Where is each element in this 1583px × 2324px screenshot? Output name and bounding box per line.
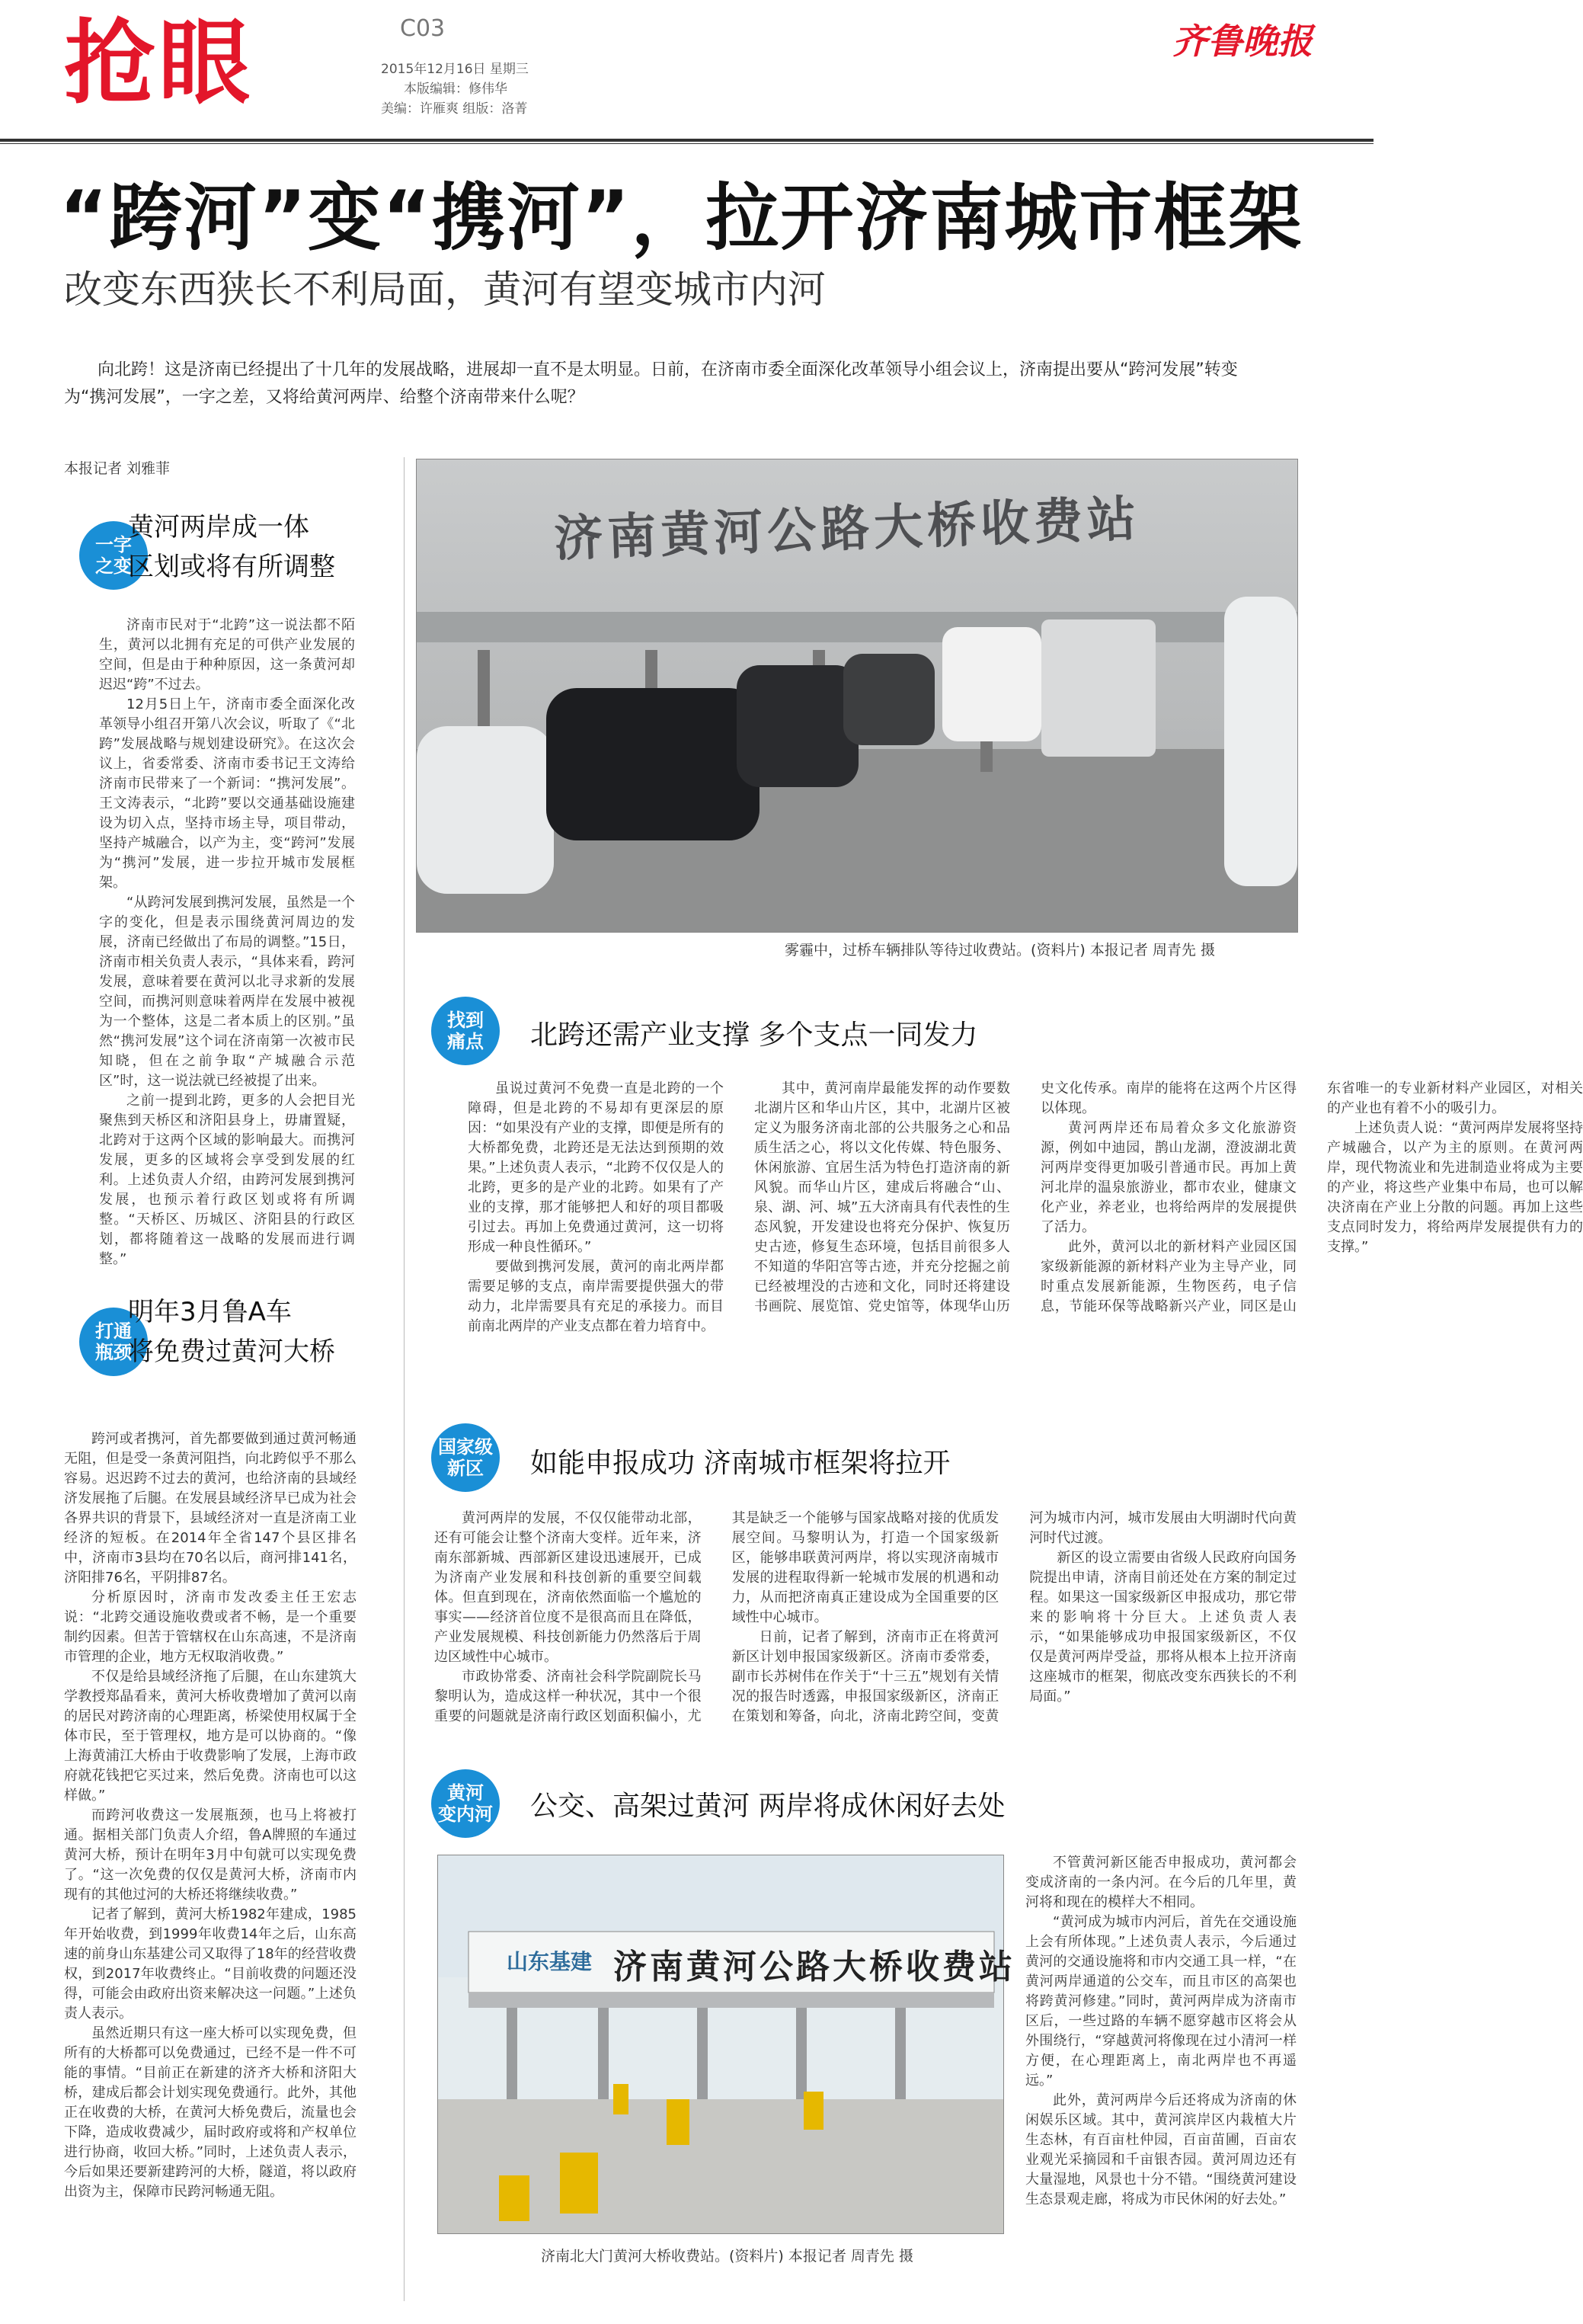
byline: 本报记者 刘雅菲 [64, 460, 171, 477]
paragraph: 济南市民对于“北跨”这一说法都不陌生，黄河以北拥有充足的可供产业发展的空间，但是由于种种原因，这一条黄河却迟迟“跨”不过去。 [99, 617, 355, 693]
paragraph: 不仅是给县域经济拖了后腿，在山东建筑大学教授郑晶看来，黄河大桥收费增加了黄河以南的居民对跨济南的心理距离，桥梁使用权属于全体市民，至于管理权，地方是可以协商的。“像上海黄浦江大桥由于收费影响了发展，上海市政府就花钱把它买过来，然后免费。济南也可以这样做。” [64, 1669, 357, 1804]
bottom-photo-caption: 济南北大门黄河大桥收费站。(资料片) 本报记者 周青先 摄 [541, 2248, 913, 2265]
top-photo [416, 459, 1298, 933]
section-badge-text: 一字 之变 [95, 534, 132, 577]
editor-line: 本版编辑：修伟华 [404, 82, 507, 97]
paragraph: 黄河两岸的发展，不仅仅能带动北部，还有可能会让整个济南大变样。近年来，济南东部新城、西部新区建设迅速展开，已成为济南产业发展和科技创新的重要空间载体。但直到现在，济南依然面临一个尴尬的事实——经济首位度不是很高而且在降低，产业发展规模、科技创新能力仍然落后于周边区域性中心城市。 [434, 1510, 702, 1665]
section-title [128, 1292, 335, 1372]
section-body [64, 1429, 357, 2295]
section-badge-text: 打通 瓶颈 [95, 1320, 132, 1363]
paragraph: 跨河或者携河，首先都要做到通过黄河畅通无阻，但是受一条黄河阻挡，向北跨似乎不那么容易。迟迟跨不过去的黄河，也给济南的县域经济发展拖了后腿。在发展县域经济早已成为社会各界共识的背景下，县域经济对一直是济南工业经济的短板。在2014年全省147个县区排名中，济南市3县均在70名以后，商河排141名，济阳排76名，平阴排87名。 [64, 1431, 357, 1586]
paragraph: 此外，黄河以北的新材料产业园区国家级新能源的新材料产业为主导产业，同时重点发展新能源，生物医药，电子信息，节能环保等战略新兴产业，同区是山东省唯一的专业新材料产业园区，对相关的产业也有着不小的吸引力。 [1041, 1080, 1583, 1314]
section-badge-text: 黄河 变内河 [438, 1782, 493, 1825]
brand-name: 齐鲁晚报 [1172, 21, 1313, 62]
section-body [99, 616, 355, 1279]
subheadline: 改变东西狭长不利局面，黄河有望变城市内河 [64, 267, 826, 312]
publication-meta [381, 59, 529, 119]
section-body [1025, 1853, 1297, 2295]
section-title [128, 507, 335, 587]
masthead-rule [0, 139, 1374, 142]
paragraph: 12月5日上午，济南市委全面深化改革领导小组召开第八次会议，听取了《“北跨”发展战略与规划建设研究》。在这次会议上，省委常委、济南市委书记王文涛给济南市民带来了一个新词：“携河发展”。王文涛表示，“北跨”要以交通基础设施建设为切入点，坚持市场主导，项目带动，坚持产城融合，以产为主，变“跨河”发展为“携河”发展，进一步拉开城市发展框架。 [99, 696, 355, 891]
paragraph: 要做到携河发展，黄河的南北两岸都需要足够的支点，南岸需要提供强大的带动力，北岸需要具有充足的承接力。而目前南北两岸的产业支点都在着力培育中。 [468, 1259, 724, 1334]
brand-logo [1172, 14, 1313, 64]
top-photo-sign: 济南黄河公路大桥收费站 [553, 491, 1142, 568]
section-body [468, 1079, 1583, 1338]
page-number: C03 [400, 15, 446, 42]
section-badge-text: 找到 痛点 [447, 1010, 484, 1052]
bottom-photo-sign: 济南黄河公路大桥收费站 [613, 1948, 1015, 1986]
section-body [434, 1509, 1297, 1757]
paragraph: 而跨河收费这一发展瓶颈，也马上将被打通。据相关部门负责人介绍，鲁A牌照的车通过黄河大桥，预计在明年3月中旬就可以实现免费了。“这一次免费的仅仅是黄河大桥，济南市内现有的其他过河的大桥还将继续收费。” [64, 1807, 357, 1903]
section-title-line2: 区划或将有所调整 [128, 552, 335, 582]
section-badge [431, 1769, 500, 1838]
section-title: 北跨还需产业支撑 多个支点一同发力 [530, 1020, 978, 1051]
date-line: 2015年12月16日 星期三 [381, 62, 529, 77]
section-title-line2: 将免费过黄河大桥 [128, 1336, 335, 1367]
toll-station-clear-image [438, 1855, 1003, 2233]
paragraph: 分析原因时，济南市发改委主任王宏志说：“北跨交通设施收费或者不畅，是一个重要制约因素。但苦于管辖权在山东高速，不是济南市管理的企业，地方无权取消收费。” [64, 1589, 357, 1665]
paragraph: 虽说过黄河不免费一直是北跨的一个障碍，但是北跨的不易却有更深层的原因：“如果没有产业的支撑，即便是所有的大桥都免费，北跨还是无法达到预期的效果。”上述负责人表示，“北跨不仅仅是人的北跨，更多的是产业的北跨。如果有了产业的支撑，那才能够把人和好的项目都吸引过去。再加上免费通过黄河，这一切将形成一种良性循环。” [468, 1080, 724, 1255]
paragraph: 黄河两岸还布局着众多文化旅游资源，例如中迪园，鹊山龙湖，澄波湖北黄河两岸变得更加吸引普通市民。再加上黄河北岸的温泉旅游业，都市农业，健康文化产业，养老业，也将给两岸的发展提供了活力。 [1041, 1120, 1297, 1235]
paragraph: 市政协常委、济南社会科学院副院长马黎明认为，造成这样一种状况，其中一个很重要的问题就是济南行政区划面积偏小，尤其是缺乏一个能够与国家战略对接的优质发展空间。马黎明认为，打造一个国家级新区，能够串联黄河两岸，将以实现济南城市发展的进程取得新一轮城市发展的机遇和动力，从而把济南真正建设成为全国重要的区域性中心城市。 [434, 1510, 999, 1724]
paragraph: 记者了解到，黄河大桥1982年建成，1985年开始收费，到1999年收费14年之后，山东高速的前身山东基建公司又取得了18年的经营收费权，到2017年收费终止。“目前收费的问题还没得，可能会由政府出资来解决这一问题。”上述负责人表示。 [64, 1906, 357, 2021]
paragraph: 此外，黄河两岸今后还将成为济南的休闲娱乐区域。其中，黄河滨岸区内栽植大片生态林，有百亩杜仲园，百亩苗圃，百亩农业观光采摘园和千亩银杏园。黄河周边还有大量湿地，风景也十分不错。“围绕黄河建设生态景观走廊，将成为市民休闲的好去处。” [1025, 2092, 1297, 2207]
section-badge [431, 1423, 500, 1492]
section-badge-text: 国家级 新区 [438, 1436, 493, 1479]
paragraph: 新区的设立需要由省级人民政府向国务院提出申请，济南目前还处在方案的制定过程。如果这一国家级新区申报成功，那它带来的影响将十分巨大。上述负责人表示，“如果能够成功申报国家级新区，不仅仅是黄河两岸受益，那将从根本上拉开济南这座城市的框架，彻底改变东西狭长的不利局面。” [1029, 1550, 1297, 1705]
section-badge [431, 997, 500, 1065]
bottom-photo-sign-brand: 山东基建 [507, 1949, 593, 1974]
section-title: 如能申报成功 济南城市框架将拉开 [530, 1448, 951, 1479]
design-line: 美编：许雁爽 组版：洛菁 [381, 101, 528, 117]
bottom-photo [437, 1855, 1015, 2234]
masthead-rule-thin [0, 143, 1374, 144]
paragraph: “黄河成为城市内河后，首先在交通设施上会有所体现。”上述负责人表示，今后通过黄河的交通设施将和市内交通工具一样，“在黄河两岸通道的公交车，而且市区的高架也将跨黄河修建。”同时，黄河两岸成为济南市区后，一些过路的车辆不愿穿越市区将会从外围绕行，“穿越黄河将像现在过小清河一样方便，在心理距离上，南北两岸也不再遥远。” [1025, 1914, 1297, 2089]
headline: “跨河”变“携河”，拉开济南城市框架 [59, 175, 1303, 261]
paragraph: 之前一提到北跨，更多的人会把目光聚焦到天桥区和济阳县身上，毋庸置疑，北跨对于这两个区域的影响最大。而携河发展，更多的区域将会享受到发展的红利。上述负责人介绍，由跨河发展到携河发展，也预示着行政区划或将有所调整。“天桥区、历城区、济阳县的行政区划，都将随着这一战略的发展而进行调整。” [99, 1093, 355, 1267]
column-divider [404, 457, 405, 2301]
section-name: 抢眼 [64, 11, 253, 117]
paragraph: 不管黄河新区能否申报成功，黄河都会变成济南的一条内河。在今后的几年里，黄河将和现在的模样大不相同。 [1025, 1855, 1297, 1910]
paragraph: “从跨河发展到携河发展，虽然是一个字的变化，但是表示围绕黄河周边的发展，济南已经做出了布局的调整。”15日，济南市相关负责人表示，“具体来看，跨河发展，意味着要在黄河以北寻求新的发展空间，而携河则意味着两岸在发展中被视为一个整体，这是二者本质上的区别。”虽然“携河发展”这个词在济南第一次被市民知晓，但在之前争取“产城融合示范区”时，这一说法就已经被提了出来。 [99, 895, 355, 1089]
lead-paragraph: 向北跨！这是济南已经提出了十几年的发展战略，进展却一直不是太明显。日前，在济南市委全面深化改革领导小组会议上，济南提出要从“跨河发展”转变为“携河发展”，一字之差，又将给黄河两岸、给整个济南带来什么呢？ [64, 360, 1238, 407]
paragraph: 日前，记者了解到，济南市正在将黄河新区计划申报国家级新区。济南市委常委，副市长苏树伟在作关于“十三五”规划有关情况的报告时透露，申报国家级新区，济南正在策划和筹备，向北，济南北跨空间，变黄河为城市内河，城市发展由大明湖时代向黄河时代过渡。 [731, 1510, 1297, 1724]
paragraph: 其中，黄河南岸最能发挥的动作要数北湖片区和华山片区，其中，北湖片区被定义为服务济南北部的公共服务之心和品质生活之心，将以文化传媒、特色服务、休闲旅游、宜居生活为特色打造济南的新风貌。而华山片区，建成后将融合“山、泉、湖、河、城”五大济南具有代表性的生态风貌，开发建设也将充分保护、恢复历史古迹，修复生态环境，包括目前很多人不知道的华阳宫等古迹，并充分挖掘之前已经被埋没的古迹和文化，同时还将建设书画院、展览馆、党史馆等，体现华山历史文化传承。南岸的能将在这两个片区得以体现。 [754, 1080, 1297, 1314]
section-title-line1: 黄河两岸成一体 [128, 512, 309, 543]
top-photo-caption: 雾霾中，过桥车辆排队等待过收费站。(资料片) 本报记者 周青先 摄 [785, 942, 1215, 959]
paragraph: 虽然近期只有这一座大桥可以实现免费，但所有的大桥都可以免费通过，已经不是一件不可能的事情。“目前正在新建的济齐大桥和济阳大桥，建成后都会计划实现免费通行。此外，其他正在收费的大桥，在黄河大桥免费后，流量也会下降，造成收费减少，届时政府或将和产权单位进行协商，收回大桥。”同时，上述负责人表示，今后如果还要新建跨河的大桥，隧道，将以政府出资为主，保障市民跨河畅通无阻。 [64, 2025, 357, 2200]
section-title-line1: 明年3月鲁A车 [128, 1297, 292, 1327]
section-title: 公交、高架过黄河 两岸将成休闲好去处 [530, 1791, 1006, 1822]
paragraph: 上述负责人说：“黄河两岸发展将坚持产城融合，以产为主的原则。在黄河两岸，现代物流业和先进制造业将成为主要的产业，将这些产业集中布局，也可以解决济南在产业上分散的问题。再加上这些支点同时发力，将给两岸发展提供有力的支撑。” [1327, 1120, 1583, 1255]
